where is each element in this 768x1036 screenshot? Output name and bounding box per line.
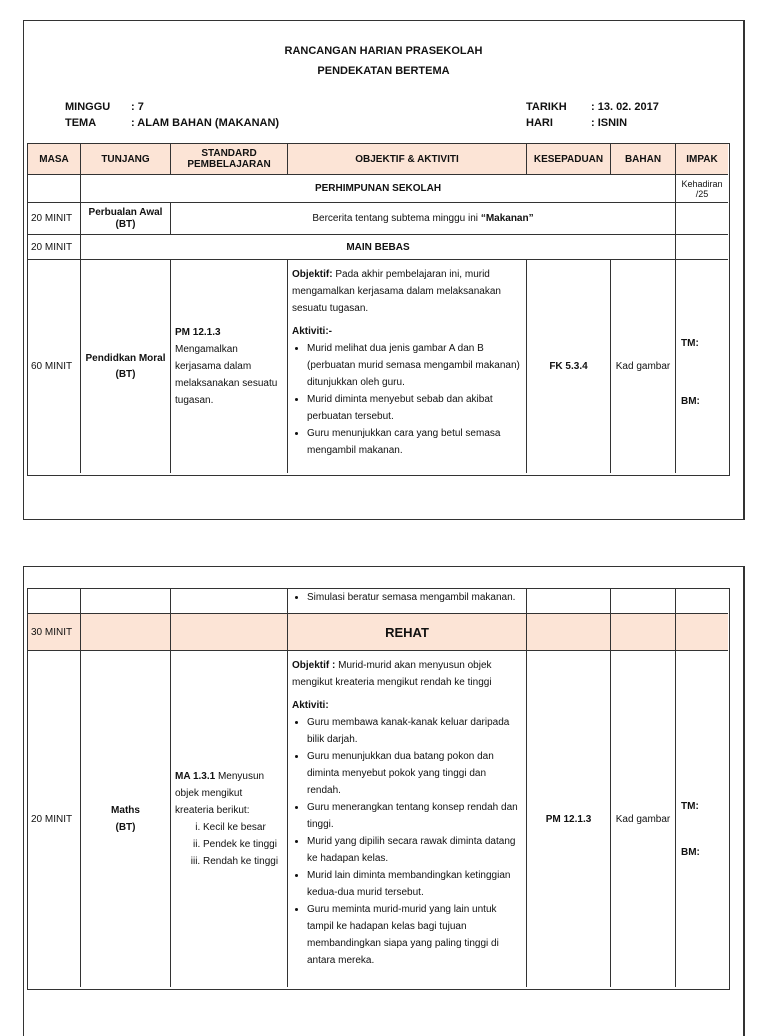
col-standard-line2: PEMBELAJARAN xyxy=(187,159,271,170)
list-item: • Murid diminta menyebut sebab dan akibat perbuatan tersebut. xyxy=(307,391,522,425)
table-cell xyxy=(527,614,611,651)
col-tunjang: TUNJANG xyxy=(81,144,171,175)
tarikh-value: : 13. 02. 2017 xyxy=(591,101,659,113)
table-cell xyxy=(171,614,288,651)
standard-text: Menyusun objek mengikut kreateria berikut: xyxy=(175,771,265,816)
table-cell xyxy=(81,614,171,651)
kesepaduan-cell: PM 12.1.3 xyxy=(527,651,611,987)
table-cell xyxy=(611,614,676,651)
tunjang-cell xyxy=(81,203,171,235)
impak-tm: TM: xyxy=(681,338,699,349)
page-two xyxy=(23,566,745,1036)
objektif-text: Murid-murid akan menyusun objek mengikut kreateria mengikut rendah ke tinggi xyxy=(292,660,492,688)
main-bebas-cell: MAIN BEBAS xyxy=(81,235,676,260)
standard-code: PM 12.1.3 xyxy=(175,327,221,338)
list-item: • Guru membawa kanak-kanak keluar daripada bilik darjah. xyxy=(307,714,522,748)
kesepaduan-cell: FK 5.3.4 xyxy=(527,260,611,473)
aktiviti-list xyxy=(292,340,522,459)
aktiviti-label: Aktiviti:- xyxy=(292,326,332,337)
standard-cell xyxy=(171,260,288,473)
objektif-label: Objektif: xyxy=(292,269,333,280)
bahan-cell: Kad gambar xyxy=(611,651,676,987)
rehat-cell: REHAT xyxy=(288,614,527,651)
list-item: • Guru menunjukkan cara yang betul semasa mengambil makanan. xyxy=(307,425,522,459)
hari-label: HARI xyxy=(526,117,553,129)
tunjang-cell xyxy=(81,260,171,473)
table-cell xyxy=(171,589,288,614)
list-item: ii. Pendek ke tinggi xyxy=(203,836,283,853)
col-kesepaduan: KESEPADUAN xyxy=(527,144,611,175)
standard-code: MA 1.3.1 xyxy=(175,771,216,782)
standard-cell xyxy=(171,651,288,987)
table-cell xyxy=(676,235,728,260)
lesson-table-1 xyxy=(27,143,730,476)
objektif-cell xyxy=(288,651,527,987)
masa-cell: 20 MINIT xyxy=(28,235,81,260)
list-item: • Murid melihat dua jenis gambar A dan B (perbuatan murid semasa mengambil makanan) ditunjukkan oleh guru. xyxy=(307,340,522,391)
table-cell xyxy=(81,589,171,614)
table-cell xyxy=(676,614,728,651)
col-masa: MASA xyxy=(28,144,81,175)
tema-value: : ALAM BAHAN (MAKANAN) xyxy=(131,117,280,129)
impak-bm: BM: xyxy=(681,847,700,858)
table-cell xyxy=(676,203,728,235)
minggu-label: MINGGU xyxy=(65,101,111,113)
masa-cell: 20 MINIT xyxy=(28,651,81,987)
list-item: iii. Rendah ke tinggi xyxy=(203,853,283,870)
perbualan-activity-cell xyxy=(171,203,676,235)
list-item: • Murid lain diminta membandingkan ketinggian kedua-dua murid tersebut. xyxy=(307,867,522,901)
hari-value: : ISNIN xyxy=(591,117,628,129)
masa-cell: 20 MINIT xyxy=(28,203,81,235)
standard-text: Mengamalkan kerjasama dalam melaksanakan sesuatu tugasan. xyxy=(175,344,278,406)
perbualan-activity-bold: “Makanan” xyxy=(480,213,534,224)
kehadiran-count: /25 xyxy=(695,188,709,199)
list-item: • Guru menerangkan tentang konsep rendah dan tinggi. xyxy=(307,799,522,833)
impak-cell xyxy=(676,651,728,987)
table-cell xyxy=(28,589,81,614)
objektif-cell xyxy=(288,260,527,473)
list-item: • Murid yang dipilih secara rawak diminta datang ke hadapan kelas. xyxy=(307,833,522,867)
list-item: i. Kecil ke besar xyxy=(203,819,283,836)
objektif-label: Objektif : xyxy=(292,660,336,671)
impak-tm: TM: xyxy=(681,801,699,812)
col-standard xyxy=(171,144,288,175)
list-item: • Simulasi beratur semasa mengambil makanan. xyxy=(307,589,522,606)
page-one xyxy=(23,20,745,520)
document-subtitle: PENDEKATAN BERTEMA xyxy=(317,65,450,77)
table-cell xyxy=(676,589,728,614)
document-title: RANCANGAN HARIAN PRASEKOLAH xyxy=(284,45,483,57)
tunjang-cell xyxy=(81,651,171,987)
col-standard-line1: STANDARD xyxy=(201,148,257,159)
masa-cell: 30 MINIT xyxy=(28,614,81,651)
tunjang-line1: Pendidkan Moral xyxy=(85,352,166,364)
table-cell xyxy=(28,175,81,203)
table-cell xyxy=(611,589,676,614)
list-item: • Guru menunjukkan dua batang pokon dan diminta menyebut pokok yang tinggi dan rendah. xyxy=(307,748,522,799)
perbualan-activity-text: Bercerita tentang subtema minggu ini xyxy=(312,213,481,224)
kehadiran-cell xyxy=(676,175,728,203)
tunjang-line1: Maths xyxy=(111,805,140,816)
aktiviti-label: Aktiviti: xyxy=(292,700,329,711)
minggu-value: : 7 xyxy=(131,101,144,113)
lesson-table-2 xyxy=(27,588,730,990)
col-impak: IMPAK xyxy=(676,144,728,175)
tunjang-line1: Perbualan Awal xyxy=(88,206,163,218)
tunjang-line2: (BT) xyxy=(115,368,136,380)
tunjang-line2: (BT) xyxy=(115,218,136,230)
list-item: • Guru meminta murid-murid yang lain untuk tampil ke hadapan kelas bagi tujuan membandingkan siapa yang paling tinggi di antara mereka. xyxy=(307,901,522,969)
tema-label: TEMA xyxy=(65,117,97,129)
impak-cell xyxy=(676,260,728,473)
tarikh-label: TARIKH xyxy=(526,101,567,113)
kehadiran-label: Kehadiran xyxy=(681,178,723,189)
col-bahan: BAHAN xyxy=(611,144,676,175)
perhimpunan-cell: PERHIMPUNAN SEKOLAH xyxy=(81,175,676,203)
bahan-cell: Kad gambar xyxy=(611,260,676,473)
continued-activity-cell xyxy=(288,589,527,614)
standard-list xyxy=(175,819,283,870)
tunjang-line2: (BT) xyxy=(115,822,136,833)
objektif-text: Pada akhir pembelajaran ini, murid mengamalkan kerjasama dalam melaksanakan sesuatu tugasan. xyxy=(292,269,501,314)
col-objektif: OBJEKTIF & AKTIVITI xyxy=(288,144,527,175)
aktiviti-list xyxy=(292,714,522,969)
table-cell xyxy=(527,589,611,614)
impak-bm: BM: xyxy=(681,396,700,407)
masa-cell: 60 MINIT xyxy=(28,260,81,473)
